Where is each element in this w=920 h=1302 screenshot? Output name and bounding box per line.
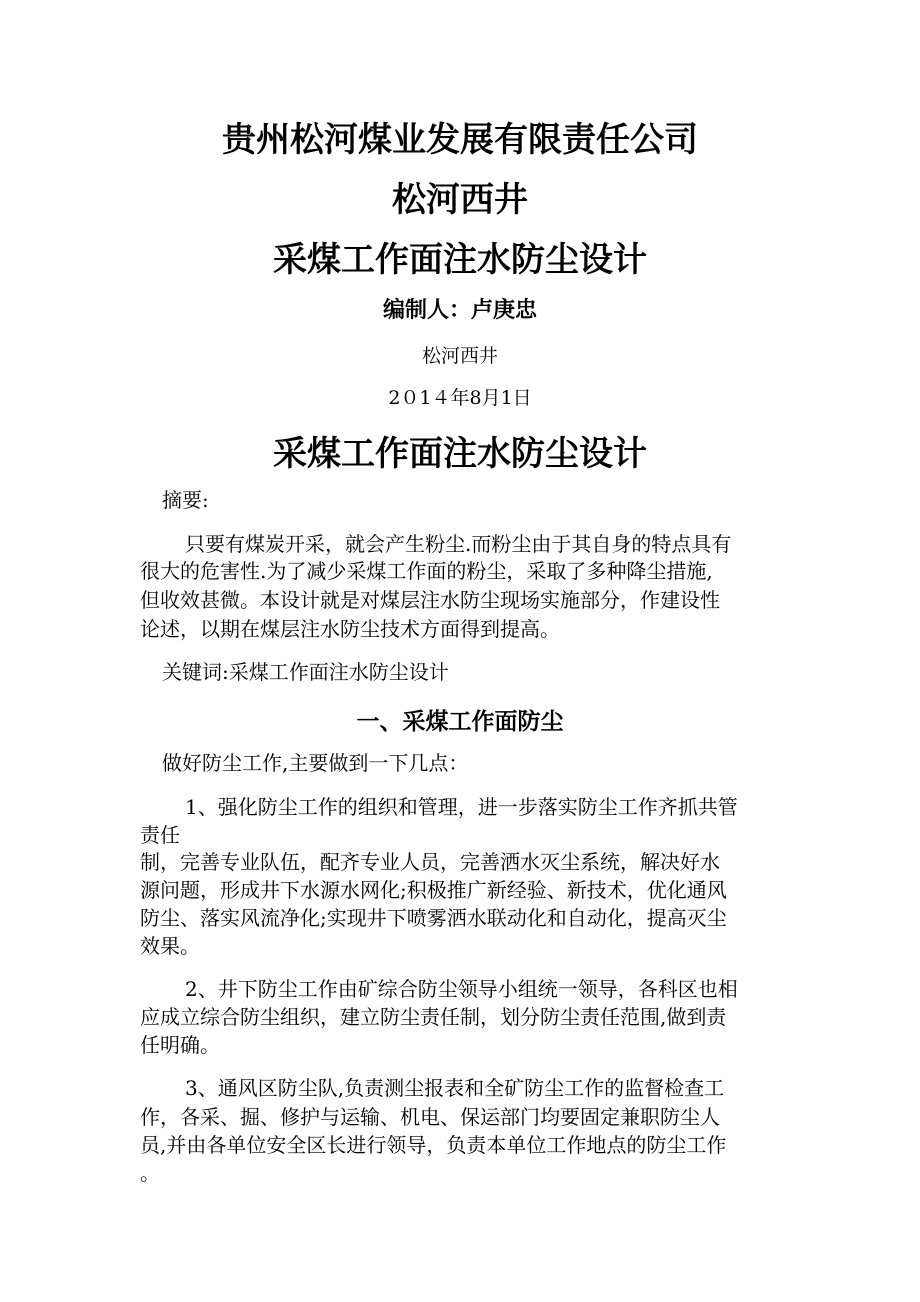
item2-line: 应成立综合防尘组织，建立防尘责任制，划分防尘责任范围,做到责 (140, 1005, 727, 1029)
item1-line: 制，完善专业队伍，配齐专业人员，完善洒水灭尘系统，解决好水 (140, 850, 720, 874)
keywords: 关键词:采煤工作面注水防尘设计 (162, 660, 449, 684)
item3-line: 。 (140, 1161, 160, 1185)
abstract-line: 论述，以期在煤层注水防尘技术方面得到提高。 (140, 617, 560, 641)
item1-line: 1、强化防尘工作的组织和管理，进一步落实防尘工作齐抓共管 (185, 795, 738, 819)
item1-line: 责任 (140, 823, 180, 847)
document-title: 采煤工作面注水防尘设计 (273, 240, 647, 280)
item3-line: 作，各采、掘、修护与运输、机电、保运部门均要固定兼职防尘人 (140, 1105, 720, 1129)
mine-name: 松河西井 (392, 180, 528, 220)
item2-line: 任明确。 (140, 1033, 220, 1057)
item1-line: 源问题，形成井下水源水网化;积极推广新经验、新技术，优化通风 (140, 878, 727, 902)
abstract-line: 只要有煤炭开采，就会产生粉尘.而粉尘由于其自身的特点具有 (185, 532, 732, 556)
body-title: 采煤工作面注水防尘设计 (273, 434, 647, 474)
item3-line: 员,并由各单位安全区长进行领导，负责本单位工作地点的防尘工作 (140, 1133, 727, 1157)
section-title: 一、采煤工作面防尘 (356, 709, 564, 735)
item2-line: 2、井下防尘工作由矿综合防尘领导小组统一领导，各科区也相 (185, 977, 738, 1001)
section-intro: 做好防尘工作,主要做到一下几点： (162, 751, 469, 775)
abstract-line: 很大的危害性.为了减少采煤工作面的粉尘，采取了多种降尘措施, (140, 559, 713, 583)
author-line: 编制人：卢庚忠 (382, 298, 537, 323)
item1-line: 效果。 (140, 934, 200, 958)
item1-line: 防尘、落实风流净化;实现井下喷雾洒水联动化和自动化，提高灭尘 (140, 906, 727, 930)
organization: 松河西井 (421, 345, 498, 367)
abstract-line: 但收效甚微。本设计就是对煤层注水防尘现场实施部分，作建设性 (140, 588, 720, 612)
document-date: 2０1４年8月1日 (388, 387, 532, 409)
item3-line: 3、通风区防尘队,负责测尘报表和全矿防尘工作的监督检查工 (185, 1076, 725, 1100)
company-name: 贵州松河煤业发展有限责任公司 (222, 120, 698, 160)
abstract-label: 摘要: (162, 488, 209, 512)
